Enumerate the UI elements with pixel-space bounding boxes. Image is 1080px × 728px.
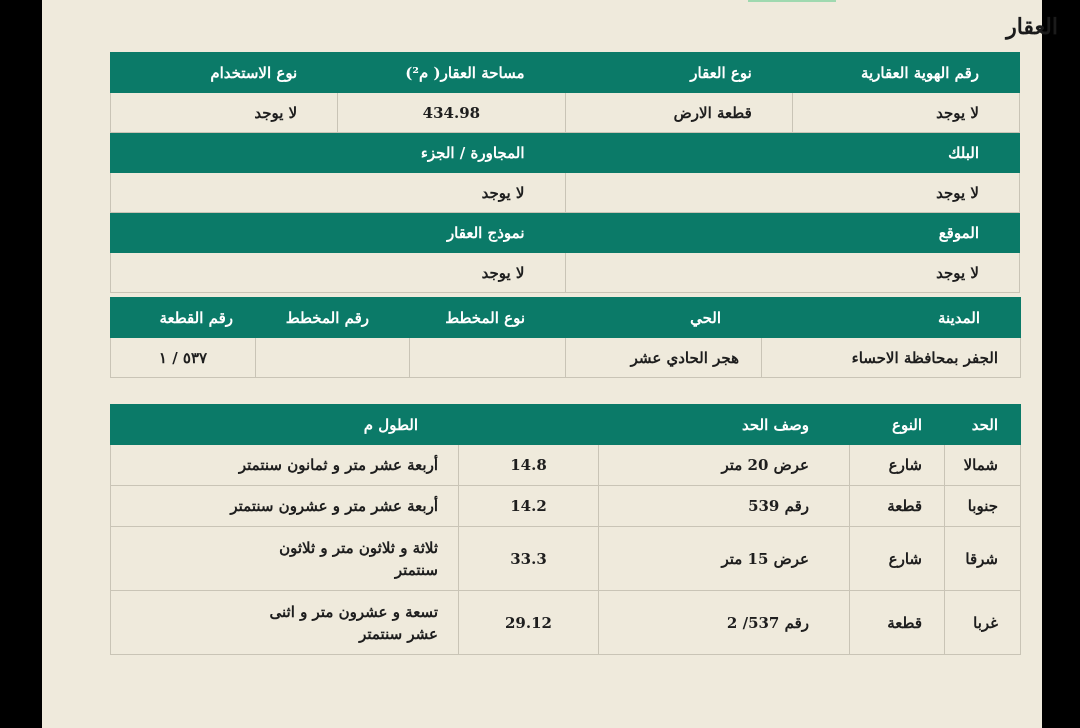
property-table [110,52,1020,293]
value-plan-number [256,338,410,378]
value-district: هجر الحادي عشر [566,338,762,378]
header-district: الحي [566,298,762,338]
boundary-row [111,591,1021,655]
property-value-row-2 [111,173,1020,213]
property-value-row-1 [111,93,1020,133]
boundary-length-text: تسعة و عشرون متر و اثنى عشر سنتمتر [111,591,459,655]
header-length-spacer [459,405,599,445]
boundary-row [111,486,1021,527]
boundary-direction: غربا [945,591,1021,655]
boundary-length-text: أربعة عشر متر و ثمانون سنتمتر [111,445,459,486]
header-property-type: نوع العقار [565,53,792,93]
property-header-row-1 [111,53,1020,93]
header-plan-type: نوع المخطط [410,298,566,338]
header-boundary: الحد [945,405,1021,445]
property-value-row-3 [111,253,1020,293]
boundary-description: رقم 539 [599,486,850,527]
header-plan-number: رقم المخطط [256,298,410,338]
boundary-row [111,445,1021,486]
boundary-length-text: أربعة عشر متر و عشرون سنتمتر [111,486,459,527]
value-plot-number: ٥٣٧ / ١ [111,338,256,378]
property-header-row-2 [111,133,1020,173]
top-highlight-strip [748,0,836,2]
header-neighborhood-part: المجاورة / الجزء [111,133,566,173]
boundary-type: قطعة [850,591,945,655]
boundary-type: قطعة [850,486,945,527]
boundary-row [111,527,1021,591]
boundaries-table [110,404,1021,655]
boundary-description: عرض 20 متر [599,445,850,486]
header-usage-type: نوع الاستخدام [111,53,338,93]
value-usage-type: لا يوجد [111,93,338,133]
value-location: لا يوجد [565,253,1020,293]
boundary-length-number: 29.12 [459,591,599,655]
boundary-description: رقم 537/ 2 [599,591,850,655]
header-property-id: رقم الهوية العقارية [792,53,1019,93]
property-header-row-4 [111,298,1021,338]
value-property-type: قطعة الارض [565,93,792,133]
header-length: الطول م [111,405,459,445]
value-property-id: لا يوجد [792,93,1019,133]
header-property-model: نموذج العقار [111,213,566,253]
header-boundary-description: وصف الحد [599,405,850,445]
boundary-type: شارع [850,445,945,486]
boundary-direction: جنوبا [945,486,1021,527]
boundary-length-number: 14.2 [459,486,599,527]
value-plan-type [410,338,566,378]
value-property-model: لا يوجد [111,253,566,293]
boundary-direction: شمالا [945,445,1021,486]
boundary-length-text: ثلاثة و ثلاثون متر و ثلاثون سنتمتر [111,527,459,591]
boundary-length-number: 33.3 [459,527,599,591]
property-header-row-3 [111,213,1020,253]
value-block: لا يوجد [565,173,1020,213]
value-city: الجفر بمحافظة الاحساء [762,338,1021,378]
header-boundary-type: النوع [850,405,945,445]
boundary-type: شارع [850,527,945,591]
property-location-table [110,297,1021,378]
header-city: المدينة [762,298,1021,338]
header-property-area: مساحة العقار( م²) [338,53,565,93]
boundary-length-number: 14.8 [459,445,599,486]
property-value-row-4 [111,338,1021,378]
boundary-direction: شرقا [945,527,1021,591]
header-plot-number: رقم القطعة [111,298,256,338]
value-property-area: 434.98 [338,93,565,133]
value-neighborhood-part: لا يوجد [111,173,566,213]
boundary-description: عرض 15 متر [599,527,850,591]
header-location: الموقع [565,213,1020,253]
section-title: العقار [1006,14,1058,40]
boundaries-header-row [111,405,1021,445]
header-block: البلك [565,133,1020,173]
